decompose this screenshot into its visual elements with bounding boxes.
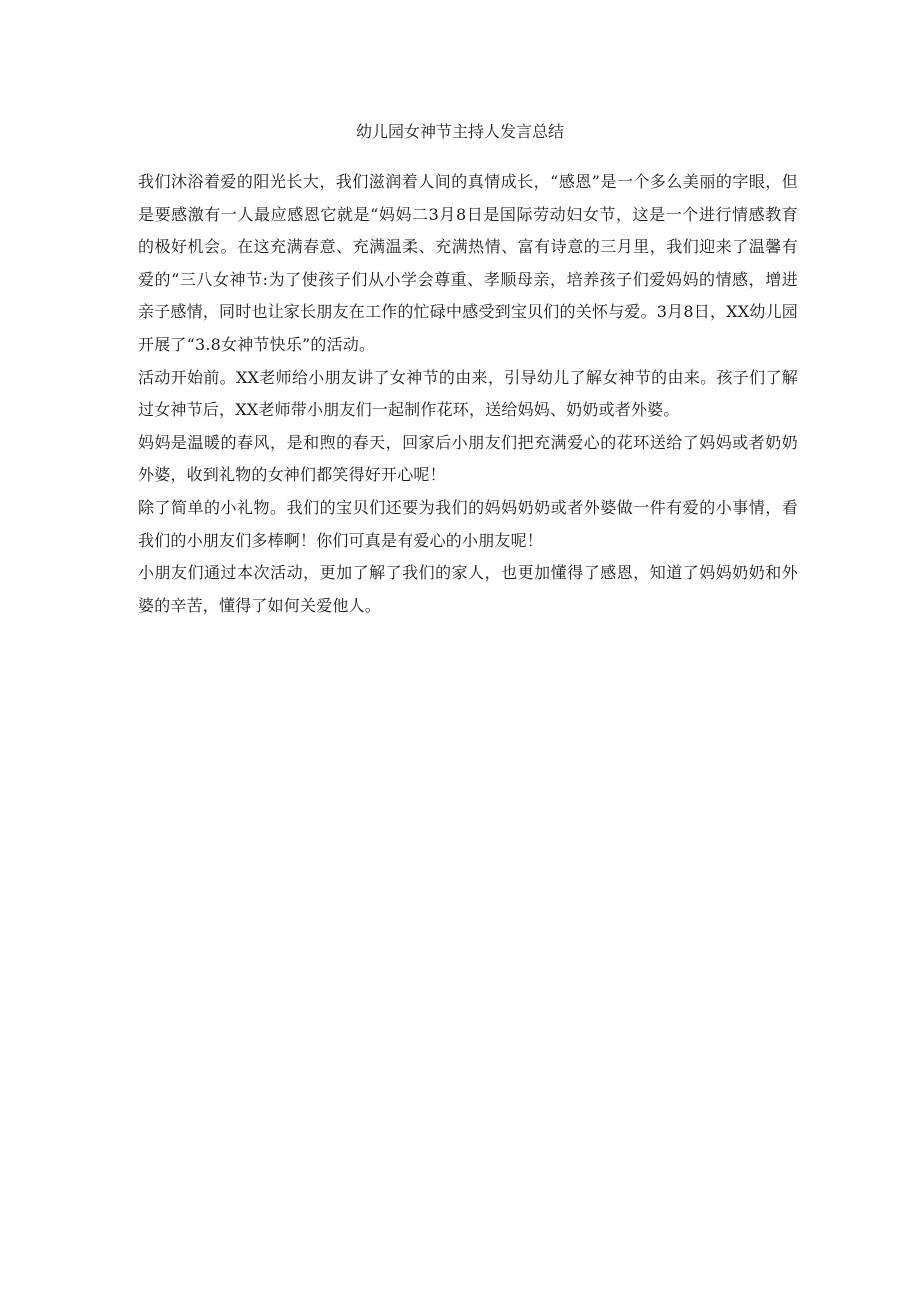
paragraph-3: 妈妈是温暖的春风，是和煦的春天，回家后小朋友们把充满爱心的花环送给了妈妈或者奶奶外婆，收到礼物的女神们都笑得好开心呢！	[138, 432, 798, 485]
document-title: 幼儿园女神节主持人发言总结	[355, 122, 564, 141]
paragraph-5: 小朋友们通过本次活动，更加了解了我们的家人，也更加懂得了感恩，知道了妈妈奶奶和外婆的辛苦，懂得了如何关爱他人。	[138, 563, 798, 615]
paragraph-1: 我们沐浴着爱的阳光长大，我们滋润着人间的真情成长，“感恩”是一个多么美丽的字眼，但是要感激有一人最应感恩它就是“妈妈二3月8日是国际劳动妇女节，这是一个进行情感教育的极好机会。在这充满春意、充满温柔、充满热情、富有诗意的三月里，我们迎来了温馨有爱的“三八女神节:为了使孩子们从小学会尊重、孝顺母亲，培养孩子们爱妈妈的情感，增进亲子感情，同时也让家长朋友在工作的忙碌中感受到宝贝们的关怀与爱。3月8日，XX幼儿园开展了“3.8女神节快乐”的活动。	[138, 172, 798, 354]
paragraph-2: 活动开始前。XX老师给小朋友讲了女神节的由来，引导幼儿了解女神节的由来。孩子们了解过女神节后，XX老师带小朋友们一起制作花环，送给妈妈、奶奶或者外婆。	[138, 367, 798, 420]
document-body	[138, 166, 798, 622]
paragraph-4: 除了简单的小礼物。我们的宝贝们还要为我们的妈妈奶奶或者外婆做一件有爱的小事情，看我们的小朋友们多棒啊！你们可真是有爱心的小朋友呢！	[138, 497, 798, 550]
